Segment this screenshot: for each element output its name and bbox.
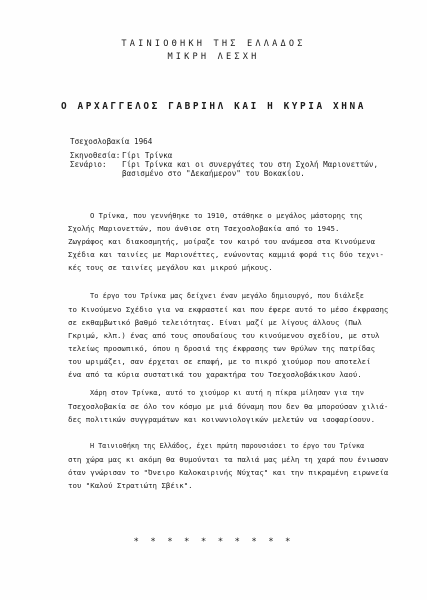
paragraph-line: Χάρη στον Τρίνκα, αυτό το χιούμορ κι αυτή η πίκρα μίλησαν για την — [90, 389, 364, 397]
paragraph-line: Σχέδια και ταινίες με Μαριονέττες, ενώνοντας καμμιά φορά τις δύο τεχνι- — [68, 250, 384, 259]
paragraph-line: Ζωγράφος και διακοσμητής, μοίραζε τον καιρό του ανάμεσα στα Κινούμενα — [68, 237, 376, 246]
paragraph-line: Το έργο του Τρίνκα μας δείχνει έναν μεγάλο δημιουργό, που διάλεξε — [90, 292, 364, 300]
paragraph-line: το Κινούμενο Σχέδιο για να εκφραστεί και που έφερε αυτό το μέσο έκφρασης — [68, 305, 389, 314]
script-label: Σενάριο: — [70, 160, 107, 169]
meta-script-cont — [70, 169, 305, 178]
meta-country-year: Τσεχοσλοβακία 1964 — [70, 137, 153, 146]
paragraph-line: Τσεχοσλοβακία σε όλο τον κόσμο με μιά δύναμη που δεν θα μπορούσαν χιλιά- — [68, 402, 389, 411]
paragraph-line: σε εκθαμβωτικό βαθμό τελειότητας. Είναι μαζί με λίγους άλλους (Πωλ — [68, 318, 362, 327]
paragraph-line: όταν γνώρισαν το "Όνειρο Καλοκαιρινής Νύχτας" και την πικραμένη ειρωνεία — [68, 468, 389, 477]
header-subtitle: ΜΙΚΡΗ ΛΕΣΧΗ — [167, 52, 260, 62]
paragraph-line: τελείως προσωπικό, όπου η δροσιά της έκφρασης των θρύλων της πατρίδας — [68, 344, 376, 353]
paragraph-1 — [68, 209, 390, 274]
closing-asterisks: * * * * * * * * * * — [133, 537, 294, 547]
paragraph-line: Ο Τρίνκα, που γεννήθηκε το 1910, στάθηκε ο μεγάλος μάστορης της — [90, 211, 363, 220]
direction-value: Γίρι Τρίνκα — [122, 151, 173, 160]
script-value-line-1: Γίρι Τρίνκα και οι συνεργάτες του στη Σχολή Μαριονεττών, — [122, 160, 379, 169]
paragraph-4 — [68, 440, 390, 492]
direction-label: Σκηνοθεσία: — [70, 151, 121, 160]
meta-direction — [70, 151, 172, 160]
film-title: Ο ΑΡΧΑΓΓΕΛΟΣ ΓΑΒΡΙΗΛ ΚΑΙ Η ΚΥΡΙΑ ΧΗΝΑ — [60, 101, 367, 112]
paragraph-line: του ωριμάζει, σαν έρχεται σε επαφή, με το πικρό χιούμορ που αποτελεί — [68, 357, 371, 366]
paragraph-line: Σχολής Μαριονεττών, που άνθισε στη Τσεχοσλοβακία από το 1945. — [68, 224, 340, 233]
header-org-name: ΤΑΙΝΙΟΘΗΚΗ ΤΗΣ ΕΛΛΑΔΟΣ — [121, 39, 306, 49]
paragraph-line: του "Καλού Στρατιώτη Σβέικ". — [68, 481, 193, 490]
paragraph-line: ένα από τα κύρια συστατικά του χαρακτήρα του Τσεχοσλοβάκικου λαού. — [68, 370, 362, 379]
paragraph-line: Η Ταινιοθήκη της Ελλάδος, έχει πρώτη παρουσιάσει το έργο του Τρίνκα — [90, 442, 365, 450]
paragraph-line: δες πολιτικών συγγραμάτων και κοινωνιολογικών μελετών να ισοφαρίσουν. — [68, 415, 376, 424]
paragraph-2 — [68, 290, 390, 381]
script-value-line-2: βασισμένο στο "Δεκαήμερον" του Βοκακίου. — [122, 169, 305, 178]
paragraph-line: στη χώρα μας κι ακόμη θα θυμούνται τα παλιά μας μέλη τη χαρά που ένιωσαν — [68, 455, 389, 464]
meta-script — [70, 160, 378, 169]
paragraph-3 — [68, 387, 390, 426]
paragraph-line: Γκριμώ, κλπ.) ένας από τους σπουδαίους του κινούμενου σχεδίου, με στυλ — [68, 331, 380, 340]
paragraph-line: κές τους σε ταινίες μεγάλου και μικρού μήκους. — [68, 263, 273, 272]
